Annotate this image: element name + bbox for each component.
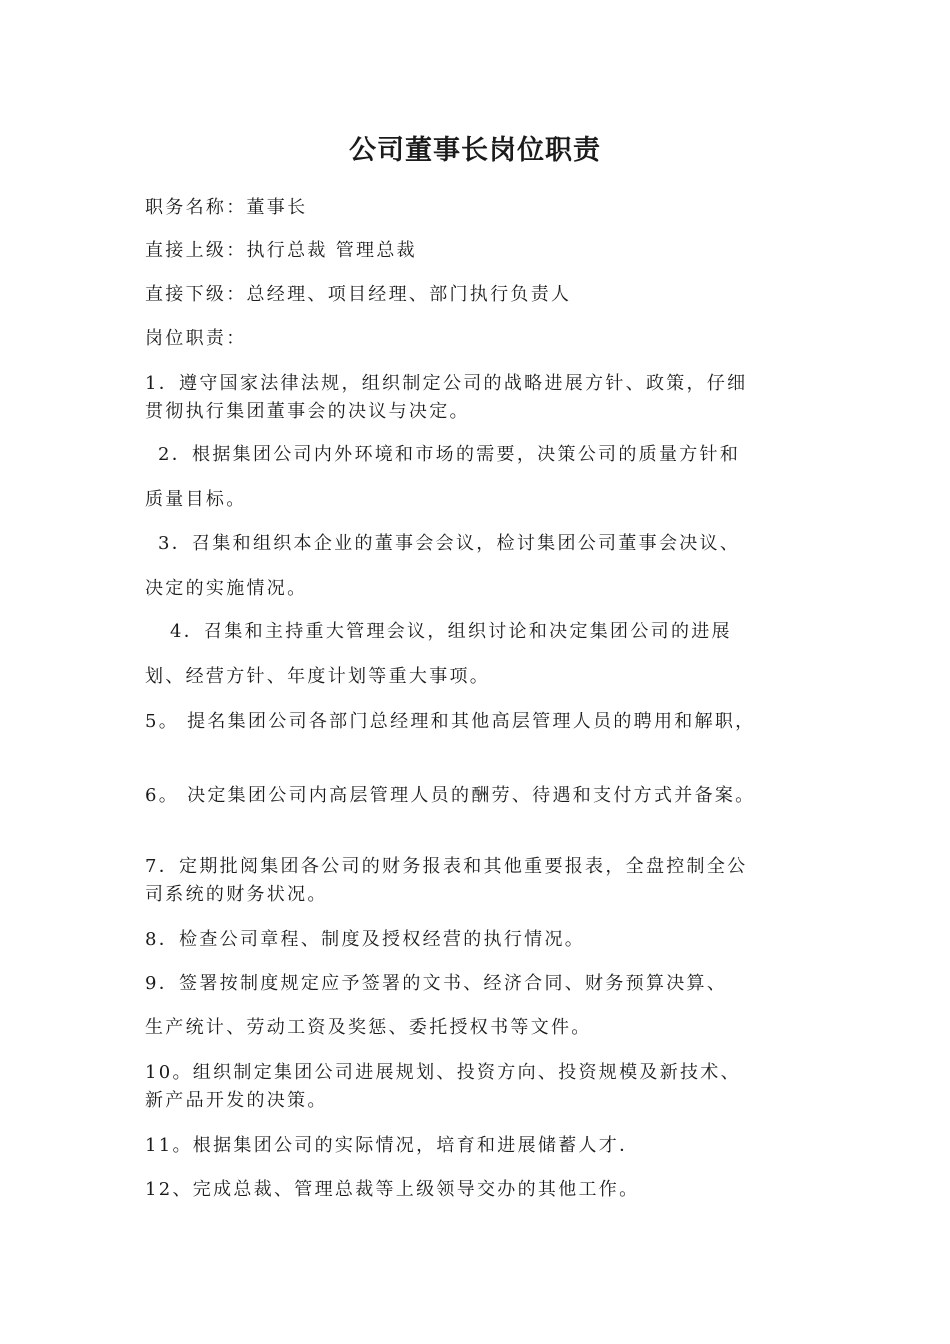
duty-5-line-1: 5。 提名集团公司各部门总经理和其他高层管理人员的聘用和解职， bbox=[145, 711, 756, 732]
duty-4-line-2: 划、经营方针、年度计划等重大事项。 bbox=[145, 666, 491, 687]
duty-1-line-1: 1．遵守国家法律法规，组织制定公司的战略进展方针、政策，仔细 bbox=[145, 373, 748, 394]
duty-2-line-1: 2．根据集团公司内外环境和市场的需要，决策公司的质量方针和 bbox=[158, 444, 741, 465]
duty-9-line-1: 9．签署按制度规定应予签署的文书、经济合同、财务预算决算、 bbox=[145, 973, 728, 994]
duty-12-line-1: 12、完成总裁、管理总裁等上级领导交办的其他工作。 bbox=[145, 1179, 640, 1200]
duty-9-line-2: 生产统计、劳动工资及奖惩、委托授权书等文件。 bbox=[145, 1017, 592, 1038]
duties-heading: 岗位职责： bbox=[145, 328, 247, 349]
document-title: 公司董事长岗位职责 bbox=[349, 135, 601, 166]
duty-8-line-1: 8．检查公司章程、制度及授权经营的执行情况。 bbox=[145, 929, 586, 950]
duty-6-line-1: 6。 决定集团公司内高层管理人员的酬劳、待遇和支付方式并备案。 bbox=[145, 785, 756, 806]
duty-10-line-1: 10。组织制定集团公司进展规划、投资方向、投资规模及新技术、 bbox=[145, 1062, 741, 1083]
direct-subordinate-field: 直接下级：总经理、项目经理、部门执行负责人 bbox=[145, 284, 572, 305]
position-name-field: 职务名称：董事长 bbox=[145, 197, 308, 218]
duty-1-line-2: 贯彻执行集团董事会的决议与决定。 bbox=[145, 401, 470, 422]
duty-3-line-2: 决定的实施情况。 bbox=[145, 578, 308, 599]
duty-10-line-2: 新产品开发的决策。 bbox=[145, 1090, 328, 1111]
duty-3-line-1: 3．召集和组织本企业的董事会会议，检讨集团公司董事会决议、 bbox=[158, 533, 741, 554]
duty-7-line-2: 司系统的财务状况。 bbox=[145, 884, 328, 905]
duty-7-line-1: 7．定期批阅集团各公司的财务报表和其他重要报表，全盘控制全公 bbox=[145, 856, 748, 877]
duty-4-line-1: 4．召集和主持重大管理会议，组织讨论和决定集团公司的进展 bbox=[170, 621, 732, 642]
duty-2-line-2: 质量目标。 bbox=[145, 489, 247, 510]
duty-11-line-1: 11。根据集团公司的实际情况，培育和进展储蓄人才． bbox=[145, 1135, 640, 1156]
direct-superior-field: 直接上级：执行总裁 管理总裁 bbox=[145, 240, 417, 261]
